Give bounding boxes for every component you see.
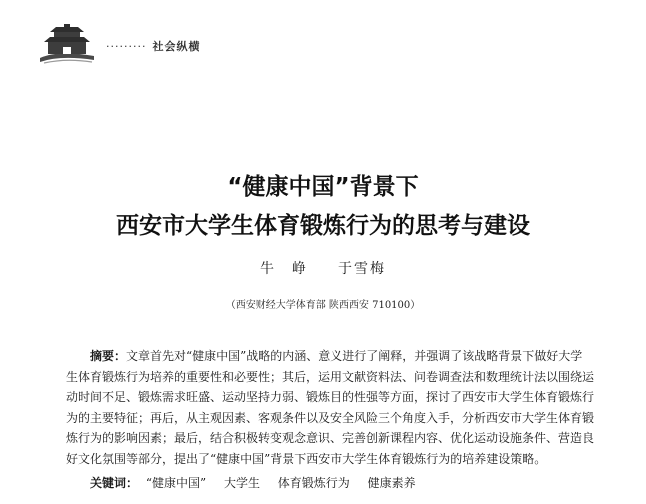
keywords bbox=[90, 474, 430, 491]
article-title-line-2: 西安市大学生体育锻炼行为的思考与建设 bbox=[116, 213, 530, 239]
keyword: 大学生 bbox=[223, 476, 260, 490]
abstract bbox=[66, 346, 628, 469]
author-affiliation: （西安财经大学体育部 陕西西安 710100） bbox=[225, 300, 421, 311]
author-list bbox=[0, 258, 646, 278]
article-title-line-1: “健康中国”背景下 bbox=[227, 174, 419, 200]
city-gate-logo-icon bbox=[38, 22, 96, 66]
abstract-label: 摘要： bbox=[90, 349, 127, 363]
author-name: 牛 峥 bbox=[260, 261, 308, 277]
abstract-line: 动时间不足、锻炼需求旺盛、运动坚持力弱、锻炼目的性强等方面，探讨了西安市大学生体育锻炼行 bbox=[66, 390, 595, 404]
keyword: 健康素养 bbox=[367, 476, 416, 490]
header-dots: ········· bbox=[106, 40, 147, 53]
abstract-line: 生体育锻炼行为培养的重要性和必要性；其后，运用文献资料法、问卷调查法和数理统计法以围绕运 bbox=[66, 369, 595, 384]
keywords-label: 关键词： bbox=[90, 476, 139, 490]
author-name: 于雪梅 bbox=[338, 261, 386, 277]
keyword: 体育锻炼行为 bbox=[277, 476, 350, 490]
abstract-line: 为的主要特征；再后，从主观因素、客观条件以及安全风险三个角度入手，分析西安市大学生体育锻 bbox=[66, 410, 595, 425]
abstract-line: 摘要：文章首先对“健康中国”战略的内涵、意义进行了阐释，并强调了该战略背景下做好大学 bbox=[90, 349, 583, 363]
abstract-line: 炼行为的影响因素；最后，结合积极转变观念意识、完善创新课程内容、优化运动设施条件、营造良 bbox=[66, 431, 595, 445]
abstract-line: 好文化氛围等部分，提出了“健康中国”背景下西安市大学生体育锻炼行为的培养建设策略。 bbox=[66, 451, 547, 466]
keyword: “健康中国” bbox=[145, 476, 207, 490]
section-header bbox=[106, 38, 200, 54]
section-name: 社会纵横 bbox=[152, 40, 201, 53]
